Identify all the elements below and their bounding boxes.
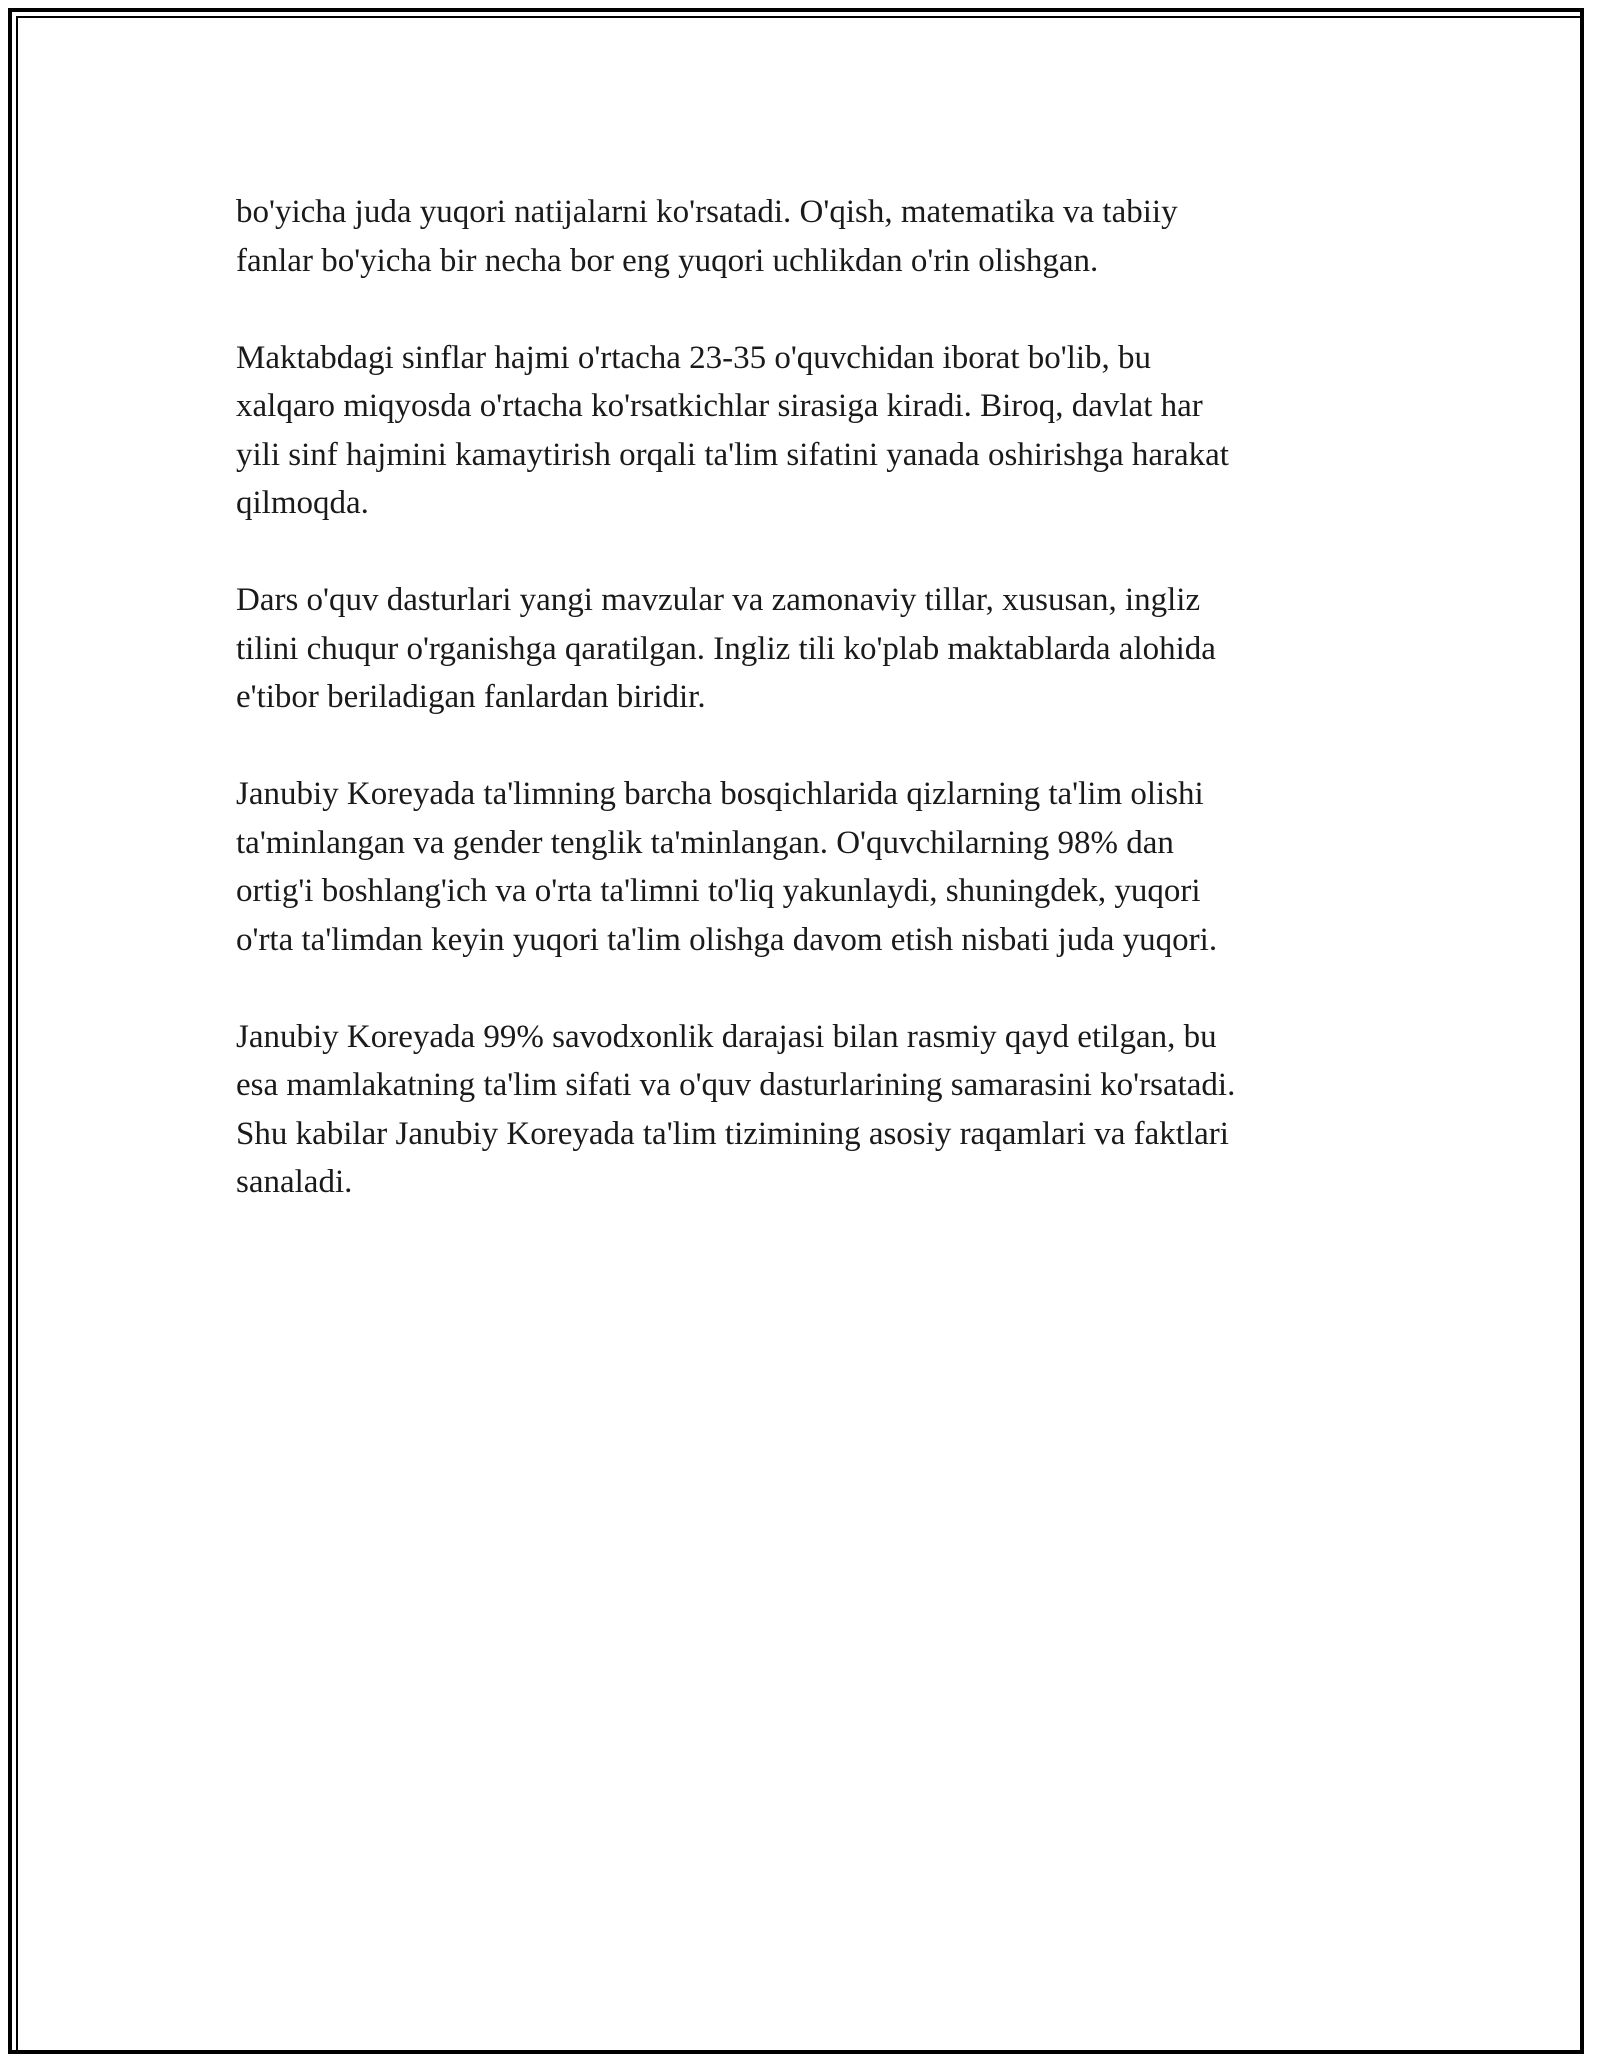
text-line: e'tibor beriladigan fanlardan biridir. — [236, 679, 706, 715]
text-line: Janubiy Koreyada ta'limning barcha bosqichlarida qizlarning ta'lim olishi — [236, 776, 1204, 812]
text-line: fanlar bo'yicha bir necha bor eng yuqori uchlikdan o'rin olishgan. — [236, 242, 1099, 279]
document-body — [236, 188, 1366, 1255]
text-line: ta'minlangan va gender tenglik ta'minlangan. O'quvchilarning 98% dan — [236, 824, 1174, 861]
text-line: o'rta ta'limdan keyin yuqori ta'lim olishga davom etish nisbati juda yuqori. — [236, 921, 1218, 958]
paragraph — [236, 334, 1366, 528]
paragraph — [236, 576, 1366, 722]
text-line: Janubiy Koreyada 99% savodxonlik darajasi bilan rasmiy qayd etilgan, bu — [236, 1018, 1217, 1055]
text-line: tilini chuqur o'rganishga qaratilgan. Ingliz tili ko'plab maktablarda alohida — [236, 630, 1216, 667]
text-line: Shu kabilar Janubiy Koreyada ta'lim tizimining asosiy raqamlari va faktlari — [236, 1115, 1229, 1152]
text-line: ortig'i boshlang'ich va o'rta ta'limni to'liq yakunlaydi, shuningdek, yuqori — [236, 873, 1201, 909]
text-line: xalqaro miqyosda o'rtacha ko'rsatkichlar sirasiga kiradi. Biroq, davlat har — [236, 388, 1203, 424]
text-line: yili sinf hajmini kamaytirish orqali ta'lim sifatini yanada oshirishga harakat — [236, 436, 1229, 473]
text-line: sanaladi. — [236, 1164, 353, 1200]
text-line: qilmoqda. — [236, 485, 369, 521]
text-line: Maktabdagi sinflar hajmi o'rtacha 23-35 o'quvchidan iborat bo'lib, bu — [236, 339, 1152, 376]
text-line: Dars o'quv dasturlari yangi mavzular va zamonaviy tillar, xususan, ingliz — [236, 582, 1201, 618]
text-line: esa mamlakatning ta'lim sifati va o'quv dasturlarining samarasini ko'rsatadi. — [236, 1067, 1236, 1103]
paragraph — [236, 1013, 1366, 1207]
text-line: bo'yicha juda yuqori natijalarni ko'rsatadi. O'qish, matematika va tabiiy — [236, 194, 1178, 230]
paragraph — [236, 188, 1366, 285]
paragraph — [236, 770, 1366, 964]
